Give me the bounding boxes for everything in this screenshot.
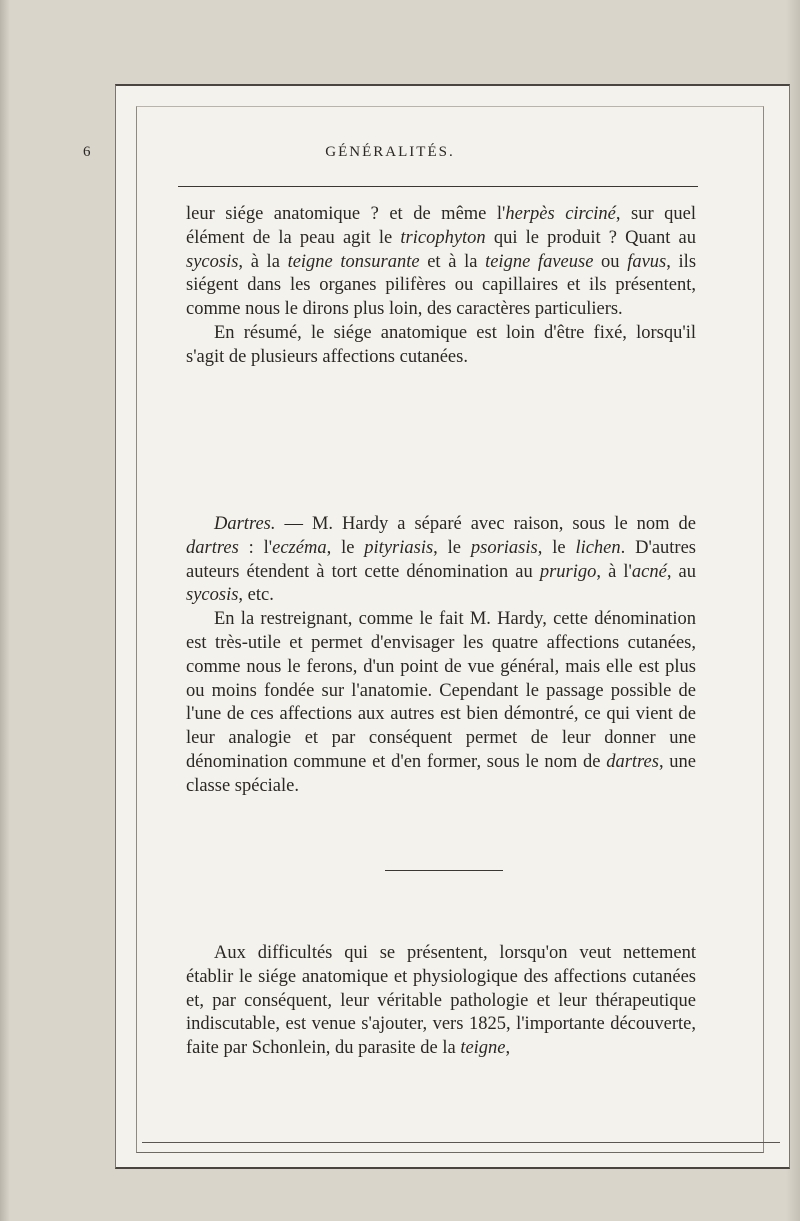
text-block-dartres xyxy=(186,513,696,799)
italic-term: dartres xyxy=(606,751,659,772)
text-run: , une classe spéciale. xyxy=(186,751,696,796)
text-run: , à l' xyxy=(596,561,632,582)
text-run: , le xyxy=(326,537,365,558)
italic-term: acné xyxy=(631,561,667,582)
text-run: En la restreignant, comme le fait M. Hardy, cette dénomination est très-utile et permet d'envisager les quatre affections cutanées, comme nous le ferons, d'un point de vue général, mais elle est plus ou moins fondée sur l'anatomie. Cependant le passage possible de l'une de ces affections aux autres est bien démontré, ce qui vient de leur analogie et par conséquent permet de leur donner une dénomination commune et d'en former, sous le nom de xyxy=(186,609,696,772)
running-head: GÉNÉRALITÉS. xyxy=(325,144,455,160)
text-run: qui le produit ? Quant au xyxy=(485,227,696,248)
scan-edge-left xyxy=(0,0,10,1221)
italic-term: dartres xyxy=(186,537,239,558)
italic-term: psoriasis xyxy=(470,537,538,558)
italic-term: teigne xyxy=(460,1038,506,1059)
section-divider xyxy=(385,870,503,871)
italic-term: herpès circiné xyxy=(505,204,616,224)
paragraph xyxy=(186,203,696,322)
text-run: . D'autres auteurs étendent à tort cette dénomination au xyxy=(186,537,696,582)
page-number: 6 xyxy=(83,144,92,160)
header-rule xyxy=(178,186,698,187)
italic-term: lichen xyxy=(575,537,621,558)
text-run: , le xyxy=(433,537,471,558)
text-run: , au xyxy=(666,561,697,582)
page-bottom-edge xyxy=(142,1142,780,1143)
text-run: , à la xyxy=(238,251,288,272)
text-run: Aux difficultés qui se présentent, lorsqu'on veut nettement établir le siége anatomique et physiologique des affections cutanées et, par conséquent, leur véritable pathologie et leur thérapeutique indiscutable, est venue s'ajouter, vers 1825, l'importante découverte, faite par Schonlein, du parasite de la xyxy=(186,943,696,1059)
italic-term: tricophyton xyxy=(400,227,486,248)
italic-term: teigne tonsurante xyxy=(287,251,420,272)
section-heading: Dartres. xyxy=(214,514,276,534)
italic-term: pityriasis xyxy=(364,537,434,558)
paragraph xyxy=(186,942,696,1061)
paragraph: En résumé, le siége anatomique est loin d'être fixé, lorsqu'il s'agit de plusieurs affections cutanées. xyxy=(186,322,696,367)
text-run: , sur quel élément de la peau agit le xyxy=(186,204,697,248)
text-run: et à la xyxy=(419,251,486,272)
text-run: , le xyxy=(537,537,576,558)
text-run: : l' xyxy=(238,537,273,558)
text-block-difficultes xyxy=(186,942,696,1061)
text-run: — M. Hardy a séparé avec raison, sous le nom de xyxy=(275,514,696,534)
text-run: , etc. xyxy=(238,585,274,606)
paragraph xyxy=(186,513,696,608)
text-run: , ils siégent dans les organes pilifères ou capillaires et ils présentent, comme nous le dirons plus loin, des caractères particuliers. xyxy=(186,251,697,320)
italic-term: prurigo xyxy=(539,561,597,582)
italic-term: sycosis xyxy=(186,251,239,272)
italic-term: teigne faveuse xyxy=(485,251,594,272)
text-run: leur siége anatomique ? et de même l' xyxy=(186,204,506,224)
italic-term: eczéma xyxy=(272,537,327,558)
paragraph xyxy=(186,608,696,798)
italic-term: sycosis xyxy=(186,585,239,606)
text-run: , xyxy=(505,1038,511,1059)
text-run: ou xyxy=(593,251,628,272)
italic-term: favus xyxy=(627,251,667,272)
text-block-siege-anatomique xyxy=(186,203,696,370)
